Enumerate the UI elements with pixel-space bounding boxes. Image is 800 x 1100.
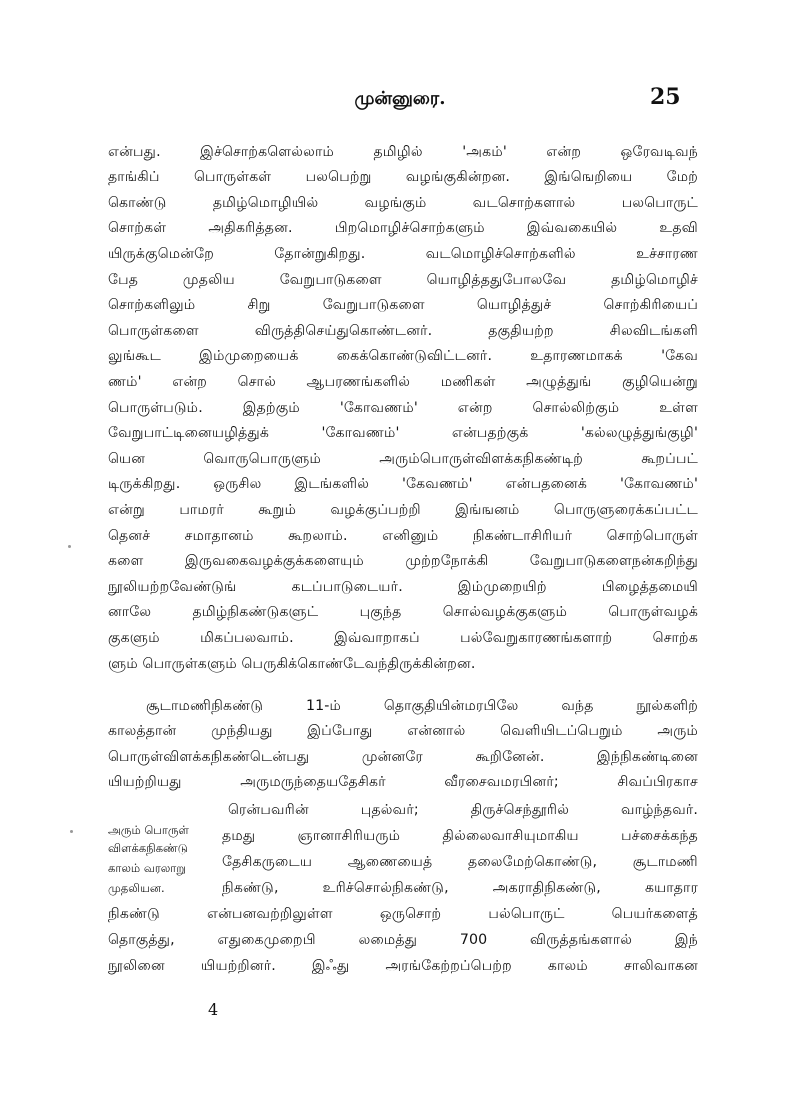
- margin-note-line: அரும் பொருள்: [108, 823, 189, 837]
- text-line: தொகுத்து, எதுகைமுறைபி லமைத்து 700 விருத்தங்களால் இந்: [108, 932, 698, 948]
- text-line: தெனச் சமாதானம் கூறலாம். எனினும் நிகண்டாசிரியர் சொற்பொருள்: [108, 528, 698, 544]
- text-line: நூலினை யியற்றினர். இஃது அரங்கேற்றப்பெற்ற காலம் சாலிவாகன: [108, 958, 698, 974]
- text-line: சொற்களிலும் சிறு வேறுபாடுகளை யொழித்துச் சொற்கிரியைப்: [108, 297, 698, 313]
- margin-note-line: விளக்கநிகண்டு: [108, 841, 188, 855]
- text-line: யிருக்குமென்றே தோன்றுகிறது. வடமொழிச்சொற்களில் உச்சாரண: [108, 246, 698, 262]
- margin-note-line: முதலியன.: [108, 881, 165, 895]
- text-line: யியற்றியது அருமருந்தையதேசிகர் வீரசைவமரபினர்; சிவப்பிரகாச: [108, 774, 698, 790]
- text-line: லுங்கூட இம்முறையைக் கைக்கொண்டுவிட்டனர். உதாரணமாகக் 'கேவ: [108, 348, 698, 364]
- signature-mark: 4: [208, 1000, 219, 1019]
- running-header-title: முன்னுரை.: [354, 88, 446, 109]
- text-line: பொருள்விளக்கநிகண்டென்பது முன்னரே கூறினேன். இந்நிகண்டினை: [108, 749, 698, 765]
- scan-speck: [68, 545, 71, 548]
- text-line: னாலே தமிழ்நிகண்டுகளுட் புகுந்த சொல்வழக்குகளும் பொருள்வழக்: [108, 604, 698, 620]
- text-line: யென வொருபொருளும் அரும்பொருள்விளக்கநிகண்டிற் கூறப்பட்: [108, 451, 698, 467]
- text-line: சொற்கள் அதிகரித்தன. பிறமொழிச்சொற்களும் இவ்வகையில் உதவி: [108, 220, 698, 236]
- text-line: பேத முதலிய வேறுபாடுகளை யொழித்ததுபோலவே தமிழ்மொழிச்: [108, 272, 698, 288]
- text-line: பொருள்படும். இதற்கும் 'கோவணம்' என்ற சொல்லிற்கும் உள்ள: [108, 400, 698, 416]
- text-line: நிகண்டு என்பனவற்றிலுள்ள ஒருசொற் பல்பொருட் பெயர்களைத்: [108, 906, 698, 922]
- text-line: ணம்' என்ற சொல் ஆபரணங்களில் மணிகள் அழுத்துங் குழியென்று: [108, 374, 698, 390]
- text-line: என்பது. இச்சொற்களெல்லாம் தமிழில் 'அகம்' என்ற ஒரேவடிவந்: [108, 144, 698, 160]
- text-line: டிருக்கிறது. ஒருசில இடங்களில் 'கேவணம்' என்பதனைக் 'கோவணம்': [108, 476, 698, 492]
- text-line: தமது ஞானாசிரியரும் தில்லைவாசியுமாகிய பச்சைக்கந்த: [222, 828, 698, 844]
- text-line: நிகண்டு, உரிச்சொல்நிகண்டு, அகராதிநிகண்டு, கயாதார: [222, 880, 698, 896]
- page-number: 25: [650, 84, 681, 110]
- text-line: கொண்டு தமிழ்மொழியில் வழங்கும் வடசொற்களால் பலபொருட்: [108, 195, 698, 211]
- text-line: என்று பாமரர் கூறும் வழக்குப்பற்றி இங்ஙனம் பொருளுரைக்கப்பட்ட: [108, 502, 698, 518]
- text-line: தேசிகருடைய ஆணையைத் தலைமேற்கொண்டு, சூடாமணி: [222, 854, 698, 870]
- text-line: களை இருவகைவழக்குக்களையும் முற்றநோக்கி வேறுபாடுகளைநன்கறிந்து: [108, 553, 698, 569]
- text-line: குகளும் மிகப்பலவாம். இவ்வாறாகப் பல்வேறுகாரணங்களாற் சொற்க: [108, 630, 698, 646]
- scan-speck: [70, 830, 73, 833]
- text-line: சூடாமணிநிகண்டு 11-ம் தொகுதியின்மரபிலே வந்த நூல்களிற்: [146, 698, 698, 714]
- text-line: ரென்பவரின் புதல்வர்; திருச்செந்தூரில் வாழ்ந்தவர்.: [228, 802, 698, 818]
- text-line: நூலியற்றவேண்டுங் கடப்பாடுடையர். இம்முறையிற் பிழைத்தமையி: [108, 579, 698, 595]
- text-line: வேறுபாட்டினையழித்துக் 'கோவணம்' என்பதற்குக் 'கல்லழுத்துங்குழி': [108, 425, 698, 441]
- margin-note-line: காலம் வரலாறு: [108, 861, 186, 875]
- text-line: ளும் பொருள்களும் பெருகிக்கொண்டேவந்திருக்கின்றன.: [108, 656, 476, 672]
- text-line: தாங்கிப் பொருள்கள் பலபெற்று வழங்குகின்றன. இங்ஙெறியை மேற்: [108, 169, 698, 185]
- text-line: காலத்தான் முந்தியது இப்போது என்னால் வெளியிடப்பெறும் அரும்: [108, 723, 698, 739]
- text-line: பொருள்களை விருத்திசெய்துகொண்டனர். தகுதியற்ற சிலவிடங்களி: [108, 323, 698, 339]
